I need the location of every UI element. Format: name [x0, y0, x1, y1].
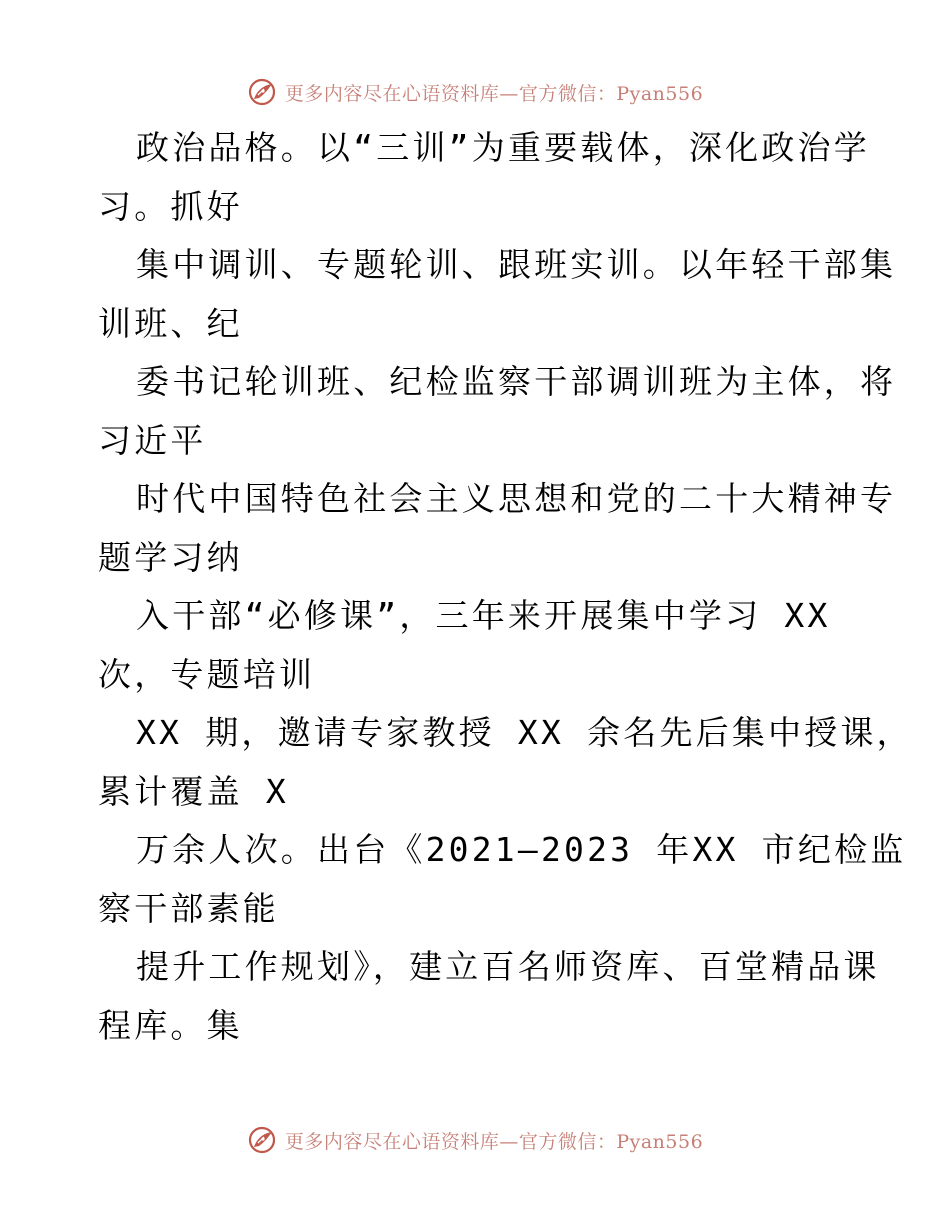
text-line: 次，专题培训	[98, 654, 316, 694]
text-line: 委书记轮训班、纪检监察干部调训班为主体，将	[136, 362, 897, 401]
text-line: XX 期，邀请专家教授 XX 余名先后集中授课，	[136, 713, 913, 752]
text-line: 累计覆盖 X	[98, 771, 289, 811]
text-line: 时代中国特色社会主义思想和党的二十大精神专	[136, 479, 897, 518]
pen-nib-logo-icon	[247, 1125, 277, 1155]
text-line: 习。抓好	[98, 186, 243, 226]
text-line: 万余人次。出台《2021—2023 年XX 市纪检监	[136, 830, 907, 869]
text-line: 察干部素能	[98, 888, 279, 928]
header-banner	[0, 72, 950, 112]
text-line: 集中调训、专题轮训、跟班实训。以年轻干部集	[136, 245, 897, 284]
footer-banner	[0, 1120, 950, 1160]
text-line: 入干部“必修课”，三年来开展集中学习 XX	[136, 596, 831, 635]
text-line: 习近平	[98, 420, 207, 460]
text-line: 政治品格。以“三训”为重要载体，深化政治学	[136, 128, 870, 167]
document-body	[98, 119, 913, 1055]
text-line: 训班、纪	[98, 303, 243, 343]
footer-banner-text: 更多内容尽在心语资料库—官方微信：Pyan556	[284, 1130, 704, 1153]
text-line: 程库。集	[98, 1005, 243, 1045]
header-banner-text: 更多内容尽在心语资料库—官方微信：Pyan556	[284, 82, 704, 105]
pen-nib-logo-icon	[247, 77, 277, 107]
text-line: 题学习纳	[98, 537, 243, 577]
text-line: 提升工作规划》，建立百名师资库、百堂精品课	[136, 947, 880, 986]
